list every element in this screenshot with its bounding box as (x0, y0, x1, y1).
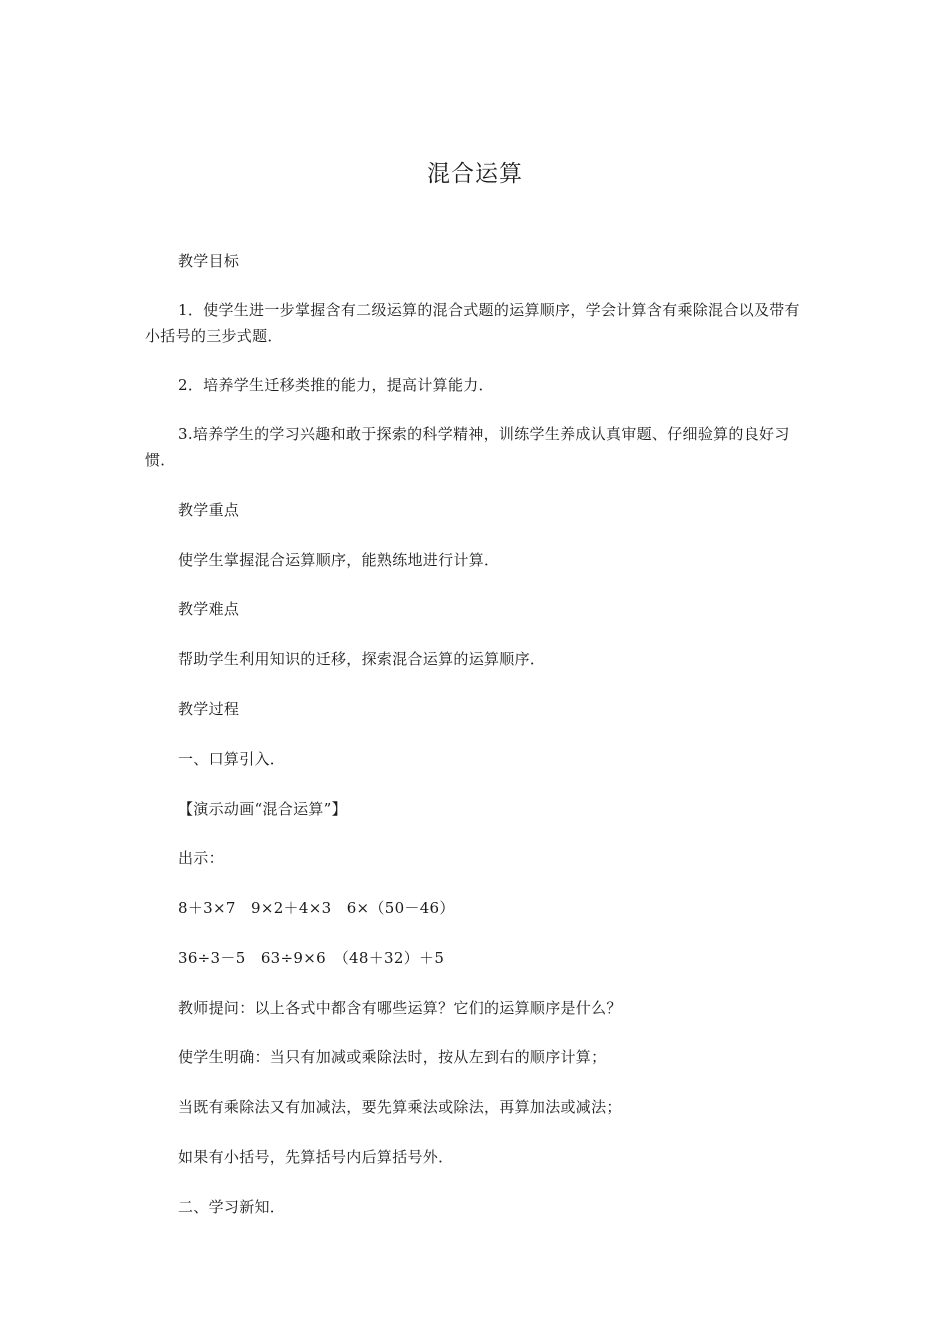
goal-item-2: 2．培养学生迁移类推的能力，提高计算能力． (178, 376, 494, 394)
rule-3: 如果有小括号，先算括号内后算括号外． (178, 1148, 454, 1166)
show-label: 出示： (178, 849, 224, 867)
heading-process: 教学过程 (178, 700, 240, 718)
animation-note: 【演示动画“混合运算”】 (178, 800, 347, 818)
heading-key-points: 教学重点 (178, 501, 240, 519)
difficulty-text: 帮助学生利用知识的迁移，探索混合运算的运算顺序． (178, 650, 546, 668)
section-one-heading: 一、口算引入． (178, 750, 286, 768)
expressions-row-1: 8＋3×7 9×2＋4×3 6×（50－46） (178, 899, 455, 917)
rule-2: 当既有乘除法又有加减法，要先算乘法或除法，再算加法或减法； (178, 1098, 622, 1116)
section-two-heading: 二、学习新知． (178, 1198, 286, 1216)
goal-item-3: 3.培养学生的学习兴趣和敢于探索的科学精神，训练学生养成认真审题、仔细验算的良好习惯． (145, 425, 790, 469)
rule-1: 使学生明确：当只有加减或乘除法时，按从左到右的顺序计算； (178, 1048, 607, 1066)
goal-item-1: 1．使学生进一步掌握含有二级运算的混合式题的运算顺序，学会计算含有乘除混合以及带有小括号的三步式题． (145, 301, 800, 345)
heading-teaching-goals: 教学目标 (178, 252, 240, 270)
expressions-row-2: 36÷3－5 63÷9×6 （48＋32）＋5 (178, 949, 445, 967)
heading-difficulties: 教学难点 (178, 600, 240, 618)
teacher-question: 教师提问：以上各式中都含有哪些运算？它们的运算顺序是什么？ (178, 999, 622, 1017)
key-point-text: 使学生掌握混合运算顺序，能熟练地进行计算． (178, 551, 500, 569)
document-title: 混合运算 (427, 161, 523, 187)
